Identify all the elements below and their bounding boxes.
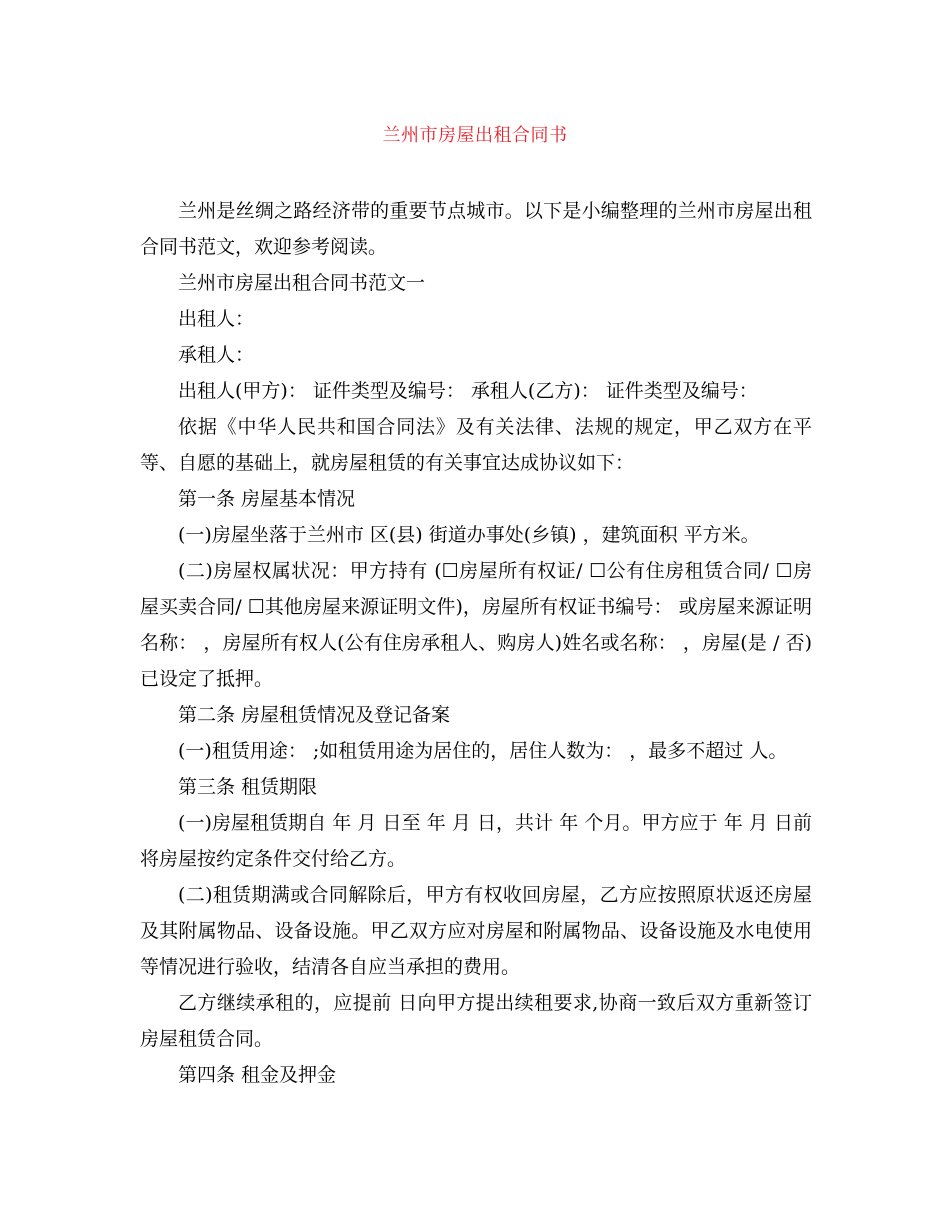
paragraph-lessee: 承租人：: [178, 344, 255, 366]
paragraph-party-ids: 出租人(甲方)： 证件类型及编号： 承租人(乙方)： 证件类型及编号：: [178, 380, 758, 402]
paragraph-legal-basis: 依据《中华人民共和国合同法》及有关法律、法规的规定，甲乙双方在平等、自愿的基础上，就房屋租赁的有关事宜达成协议如下：: [140, 416, 812, 474]
article-3-heading: 第三条 租赁期限: [178, 776, 318, 798]
article-2-heading: 第二条 房屋租赁情况及登记备案: [178, 704, 451, 726]
paragraph-intro: 兰州是丝绸之路经济带的重要节点城市。以下是小编整理的兰州市房屋出租合同书范文，欢迎参考阅读。: [140, 200, 812, 258]
article-2-clause-1: (一)租赁用途： ;如租赁用途为居住的，居住人数为： ，最多不超过 人。: [178, 740, 788, 762]
article-4-heading: 第四条 租金及押金: [178, 1064, 337, 1086]
article-1-heading: 第一条 房屋基本情况: [178, 488, 356, 510]
document-title: 兰州市房屋出租合同书: [382, 125, 568, 146]
paragraph-lessor: 出租人：: [178, 308, 255, 330]
article-3-renewal: 乙方继续承租的，应提前 日向甲方提出续租要求,协商一致后双方重新签订房屋租赁合同。: [140, 992, 812, 1050]
article-3-clause-1: (一)房屋租赁期自 年 月 日至 年 月 日，共计 年 个月。甲方应于 年 月 日前将房屋按约定条件交付给乙方。: [140, 812, 812, 870]
article-1-clause-2: (二)房屋权属状况：甲方持有 (☐房屋所有权证/ ☐公有住房租赁合同/ ☐房屋买卖合同/ ☐其他房屋来源证明文件)，房屋所有权证书编号： 或房屋来源证明名称： ，房屋所有权人(公有住房承租人、购房人)姓名或名称： ，房屋(是 / 否)已设定了抵押。: [140, 560, 812, 690]
article-3-clause-2: (二)租赁期满或合同解除后，甲方有权收回房屋，乙方应按照原状返还房屋及其附属物品、设备设施。甲乙双方应对房屋和附属物品、设备设施及水电使用等情况进行验收，结清各自应当承担的费用。: [140, 884, 812, 978]
paragraph-sample-heading: 兰州市房屋出租合同书范文一: [178, 272, 426, 294]
document-body: [140, 193, 812, 1093]
article-1-clause-1: (一)房屋坐落于兰州市 区(县) 街道办事处(乡镇) ，建筑面积 平方米。: [178, 524, 760, 546]
